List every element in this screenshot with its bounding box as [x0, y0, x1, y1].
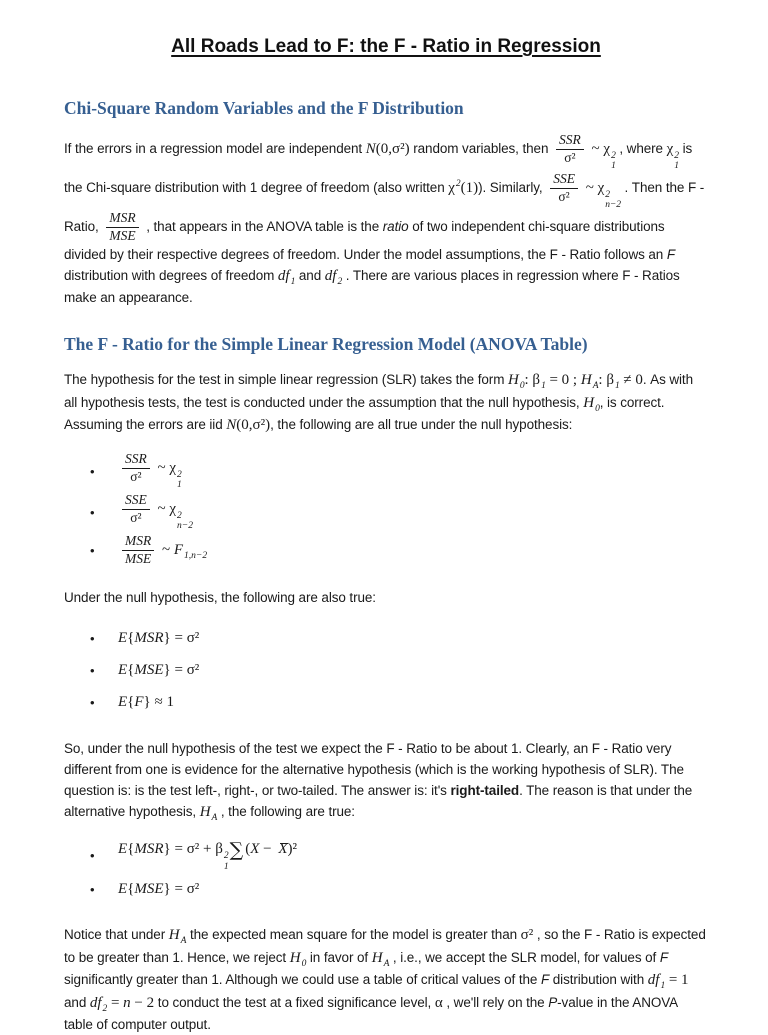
math-scripted [89, 994, 108, 1014]
list-item [90, 839, 708, 872]
text-run: is the Chi-square distribution with 1 degree of freedom (also written [64, 140, 693, 195]
bullet-list-expected-values-alternative [64, 839, 708, 904]
math-symbol: } = σ² [163, 880, 200, 897]
math-scripted [169, 459, 182, 491]
list-item [90, 874, 708, 904]
superscript: 2 [177, 469, 182, 480]
math-variable: SSR [559, 132, 581, 147]
text-run: of two independent chi-square distributions divided by their respective degrees of freedom. Under the model assumptions, the F - Ratio follows an [64, 218, 667, 262]
math-variable: E [118, 662, 128, 678]
math-symbol: } = σ² [163, 662, 200, 678]
subscript: n−2 [177, 521, 193, 532]
math-variable: MSR [134, 630, 164, 646]
list-item-content [118, 630, 199, 647]
text-run: . There are various places in regression where F - Ratios make an appearance. [64, 267, 680, 305]
math-symbol: : [524, 372, 533, 388]
paragraph-right-tailed [64, 738, 708, 824]
math-variable: MSR [134, 841, 164, 857]
list-item-content [118, 534, 207, 567]
superscript: 2 [674, 150, 679, 161]
math-scripted [448, 180, 460, 195]
bullet-icon: • [90, 663, 95, 678]
math-symbol: β [532, 372, 541, 388]
subscript: 1 [177, 480, 182, 491]
math-variable: H [508, 372, 519, 388]
fraction [122, 534, 154, 567]
math-symbol: = 1 [665, 972, 689, 988]
math-variable: df [647, 972, 660, 988]
math-variable: E [118, 694, 128, 710]
text-run: ). Similarly, [478, 179, 547, 195]
list-item [90, 493, 708, 532]
math-symbol: − 2 [130, 994, 155, 1011]
math-symbol: ~ [158, 541, 174, 558]
math-scripted [215, 841, 229, 872]
text-run: and [295, 267, 325, 283]
math-symbol: χ [597, 179, 605, 196]
math-scripted [371, 949, 390, 969]
text-run: . The reason is that under the alternative hypothesis, [64, 782, 693, 819]
math-scripted [603, 140, 616, 172]
math-variable: H [580, 372, 592, 388]
math-symbol: } = σ² + [163, 841, 216, 857]
math-scripted [606, 372, 620, 391]
subscript: 0 [519, 381, 525, 391]
math-variable: F [134, 694, 144, 710]
fraction [106, 211, 138, 244]
text-run: -value in the ANOVA table of computer output. [64, 994, 678, 1032]
list-item [90, 534, 708, 567]
math-variable: N [365, 140, 376, 157]
fraction [550, 172, 578, 205]
math-variable: MSE [134, 662, 164, 678]
text-run: , where [615, 140, 667, 156]
list-item-content [118, 881, 199, 898]
text-run: random variables, then [409, 140, 553, 156]
math-symbol: χ [169, 500, 177, 517]
superscript: 2 [455, 178, 461, 189]
bullet-icon: • [90, 542, 95, 558]
list-item-content [118, 694, 174, 711]
math-symbol: = 0 ; [545, 372, 581, 388]
math-symbol: β [606, 372, 614, 388]
bullet-icon: • [90, 848, 95, 863]
subscript: 1 [674, 161, 679, 172]
subscript: A [180, 936, 187, 946]
math-symbol: = [107, 994, 124, 1011]
italic-text-run: F [659, 949, 669, 965]
math-scripted [508, 372, 525, 391]
bold-text-run: right-tailed [450, 782, 520, 798]
math-symbol: α [434, 994, 443, 1011]
math-variable: H [371, 949, 383, 966]
math-scripted [173, 541, 208, 561]
subscript: 0 [595, 403, 600, 414]
subscript: 1 [614, 381, 620, 391]
math-symbol: { [127, 662, 135, 678]
math-symbol: ~ [581, 179, 598, 196]
math-variable: n [123, 994, 131, 1011]
text-run: in favor of [306, 949, 372, 965]
superscript: 2 [177, 510, 182, 521]
italic-text-run: F [540, 972, 550, 987]
math-symbol: { [127, 694, 135, 710]
text-run: If the errors in a regression model are independent [64, 140, 366, 156]
section-heading-f-ratio-slr: The F - Ratio for the Simple Linear Regression Model (ANOVA Table) [64, 334, 588, 354]
math-symbol: χ [169, 459, 177, 476]
section-heading-chi-square: Chi-Square Random Variables and the F Distribution [64, 98, 464, 118]
subscript: A [383, 958, 390, 969]
text-run: , is correct. Assuming the errors are iid [64, 394, 665, 432]
math-symbol: ≠ 0 [619, 372, 643, 388]
math-symbol: σ² [130, 509, 142, 525]
subscript: 1 [223, 861, 229, 872]
text-run: and [64, 994, 90, 1010]
text-run: . Then the F - Ratio, [64, 179, 705, 234]
math-variable: SSE [553, 170, 575, 186]
overbar-variable: X [278, 841, 288, 857]
math-symbol: − [259, 841, 276, 857]
math-variable: N [226, 417, 237, 433]
superscript: 2 [611, 150, 616, 161]
bullet-icon: • [90, 881, 95, 897]
bullet-icon: • [90, 463, 95, 479]
math-variable: E [118, 880, 128, 897]
math-symbol: : [598, 372, 607, 388]
math-variable: E [118, 630, 128, 646]
math-variable: H [199, 803, 211, 820]
math-variable: H [168, 927, 180, 943]
text-run: distribution with degrees of freedom [64, 267, 278, 283]
italic-text-run: F [666, 246, 676, 262]
list-item-content [118, 662, 199, 679]
math-symbol: )² [287, 841, 298, 857]
bullet-icon: • [90, 631, 95, 646]
math-symbol: (0,σ²) [375, 140, 410, 157]
text-run: , we'll rely on the [442, 994, 549, 1010]
math-symbol: { [127, 841, 135, 857]
math-variable: MSR [109, 209, 136, 225]
summation-icon: ∑ [229, 839, 244, 861]
math-symbol: χ [448, 179, 455, 196]
subscript: 2 [102, 1003, 108, 1014]
math-variable: MSE [109, 227, 136, 243]
math-scripted [199, 803, 218, 823]
math-symbol: (0,σ²) [236, 417, 271, 433]
math-scripted [647, 972, 666, 991]
subscript: 1 [611, 161, 616, 172]
list-item-content [118, 839, 297, 872]
text-run: distribution with [549, 972, 648, 987]
math-variable: H [289, 949, 301, 966]
paragraph-under-null [64, 587, 708, 608]
subscript: 1 [541, 381, 546, 391]
text-run: , the following are true: [217, 803, 355, 819]
math-symbol: ~ [587, 140, 604, 157]
math-symbol: σ² [130, 468, 142, 484]
bullet-list-null-distributions [64, 452, 708, 567]
subscript: 2 [337, 276, 343, 287]
math-symbol: σ² [564, 149, 576, 165]
math-variable: df [89, 994, 102, 1011]
fraction [122, 452, 150, 485]
math-scripted [169, 500, 193, 532]
list-item [90, 452, 708, 491]
text-run: Under the null hypothesis, the following are also true: [64, 589, 376, 605]
text-run: the expected mean square for the model is greater than [186, 927, 521, 942]
math-symbol: } = σ² [163, 630, 200, 646]
list-item [90, 688, 708, 718]
text-run: , the following are all true under the null hypothesis: [270, 417, 573, 432]
math-symbol: ( [245, 841, 251, 857]
math-scripted [666, 140, 679, 172]
math-variable: MSE [125, 550, 152, 566]
fraction [556, 133, 584, 166]
math-variable: df [277, 267, 290, 284]
math-symbol: β [215, 841, 223, 857]
bullet-icon: • [90, 695, 95, 710]
math-variable: E [118, 841, 128, 857]
list-item [90, 624, 708, 654]
text-run: to conduct the test at a fixed significance level, [154, 994, 435, 1010]
italic-text-run: P [548, 994, 558, 1010]
math-scripted [324, 267, 343, 287]
bullet-list-expected-values-null [64, 624, 708, 718]
math-variable: df [324, 267, 337, 284]
subscript: n−2 [605, 200, 621, 211]
math-scripted [597, 179, 621, 211]
math-scripted [277, 267, 296, 287]
math-scripted [580, 372, 599, 391]
list-item-content [118, 452, 182, 491]
subscript: 1,n−2 [184, 550, 208, 561]
superscript: 2 [605, 189, 610, 200]
math-variable: H [583, 394, 595, 411]
subscript: 1 [660, 981, 666, 991]
math-symbol: } ≈ 1 [143, 694, 174, 710]
text-run: significantly greater than 1. Although we could use a table of critical values of the [64, 972, 541, 987]
fraction [122, 493, 150, 526]
math-symbol: σ² [520, 927, 534, 943]
math-symbol: χ [666, 140, 674, 157]
bullet-icon: • [90, 504, 95, 520]
italic-text-run: ratio [382, 218, 409, 234]
math-variable: SSR [125, 451, 147, 466]
document-title: All Roads Lead to F: the F - Ratio in Regression [171, 36, 601, 57]
subscript: A [211, 812, 218, 823]
superscript: 2 [223, 851, 229, 861]
text-run: , i.e., we accept the SLR model, for values of [389, 949, 660, 965]
list-item [90, 656, 708, 686]
subscript: 1 [290, 276, 296, 287]
math-symbol: { [127, 630, 135, 646]
list-item-content [118, 493, 193, 532]
paragraph-conclusion [64, 924, 708, 1035]
text-run: . As with all hypothesis tests, the test is conducted under the assumption that the null hypothesis, [64, 372, 693, 410]
paragraph-hypothesis [64, 369, 708, 436]
math-scripted [168, 927, 187, 946]
math-variable: MSR [125, 532, 152, 548]
math-symbol: { [127, 880, 135, 897]
math-variable: SSE [125, 491, 147, 507]
text-run: The hypothesis for the test in simple linear regression (SLR) takes the form [64, 372, 508, 387]
math-scripted [583, 394, 600, 414]
math-variable: MSE [134, 880, 164, 897]
math-symbol: χ [603, 140, 611, 157]
subscript: A [592, 381, 599, 391]
math-variable: X [250, 841, 260, 857]
math-symbol: (1) [460, 179, 479, 196]
subscript: 0 [301, 958, 307, 969]
math-scripted [532, 372, 546, 391]
text-run: , that appears in the ANOVA table is the [142, 218, 383, 234]
text-run: , so the F - Ratio is expected to be greater than 1. Hence, we reject [64, 927, 706, 965]
math-symbol: ~ [153, 500, 170, 517]
math-symbol: ~ [153, 459, 170, 476]
text-run: Notice that under [64, 927, 169, 942]
text-run: So, under the null hypothesis of the test we expect the F - Ratio to be about 1. Clearly, an F - Ratio very different from one is evidence for the alternative hypothesis (which is the working hypothesis of SLR). The question is: is the test left-, right-, or two-tailed. The answer is: it's [64, 740, 684, 798]
math-variable: F [173, 541, 184, 558]
math-scripted [289, 949, 307, 969]
math-symbol: σ² [558, 188, 570, 204]
paragraph-intro [64, 133, 708, 308]
